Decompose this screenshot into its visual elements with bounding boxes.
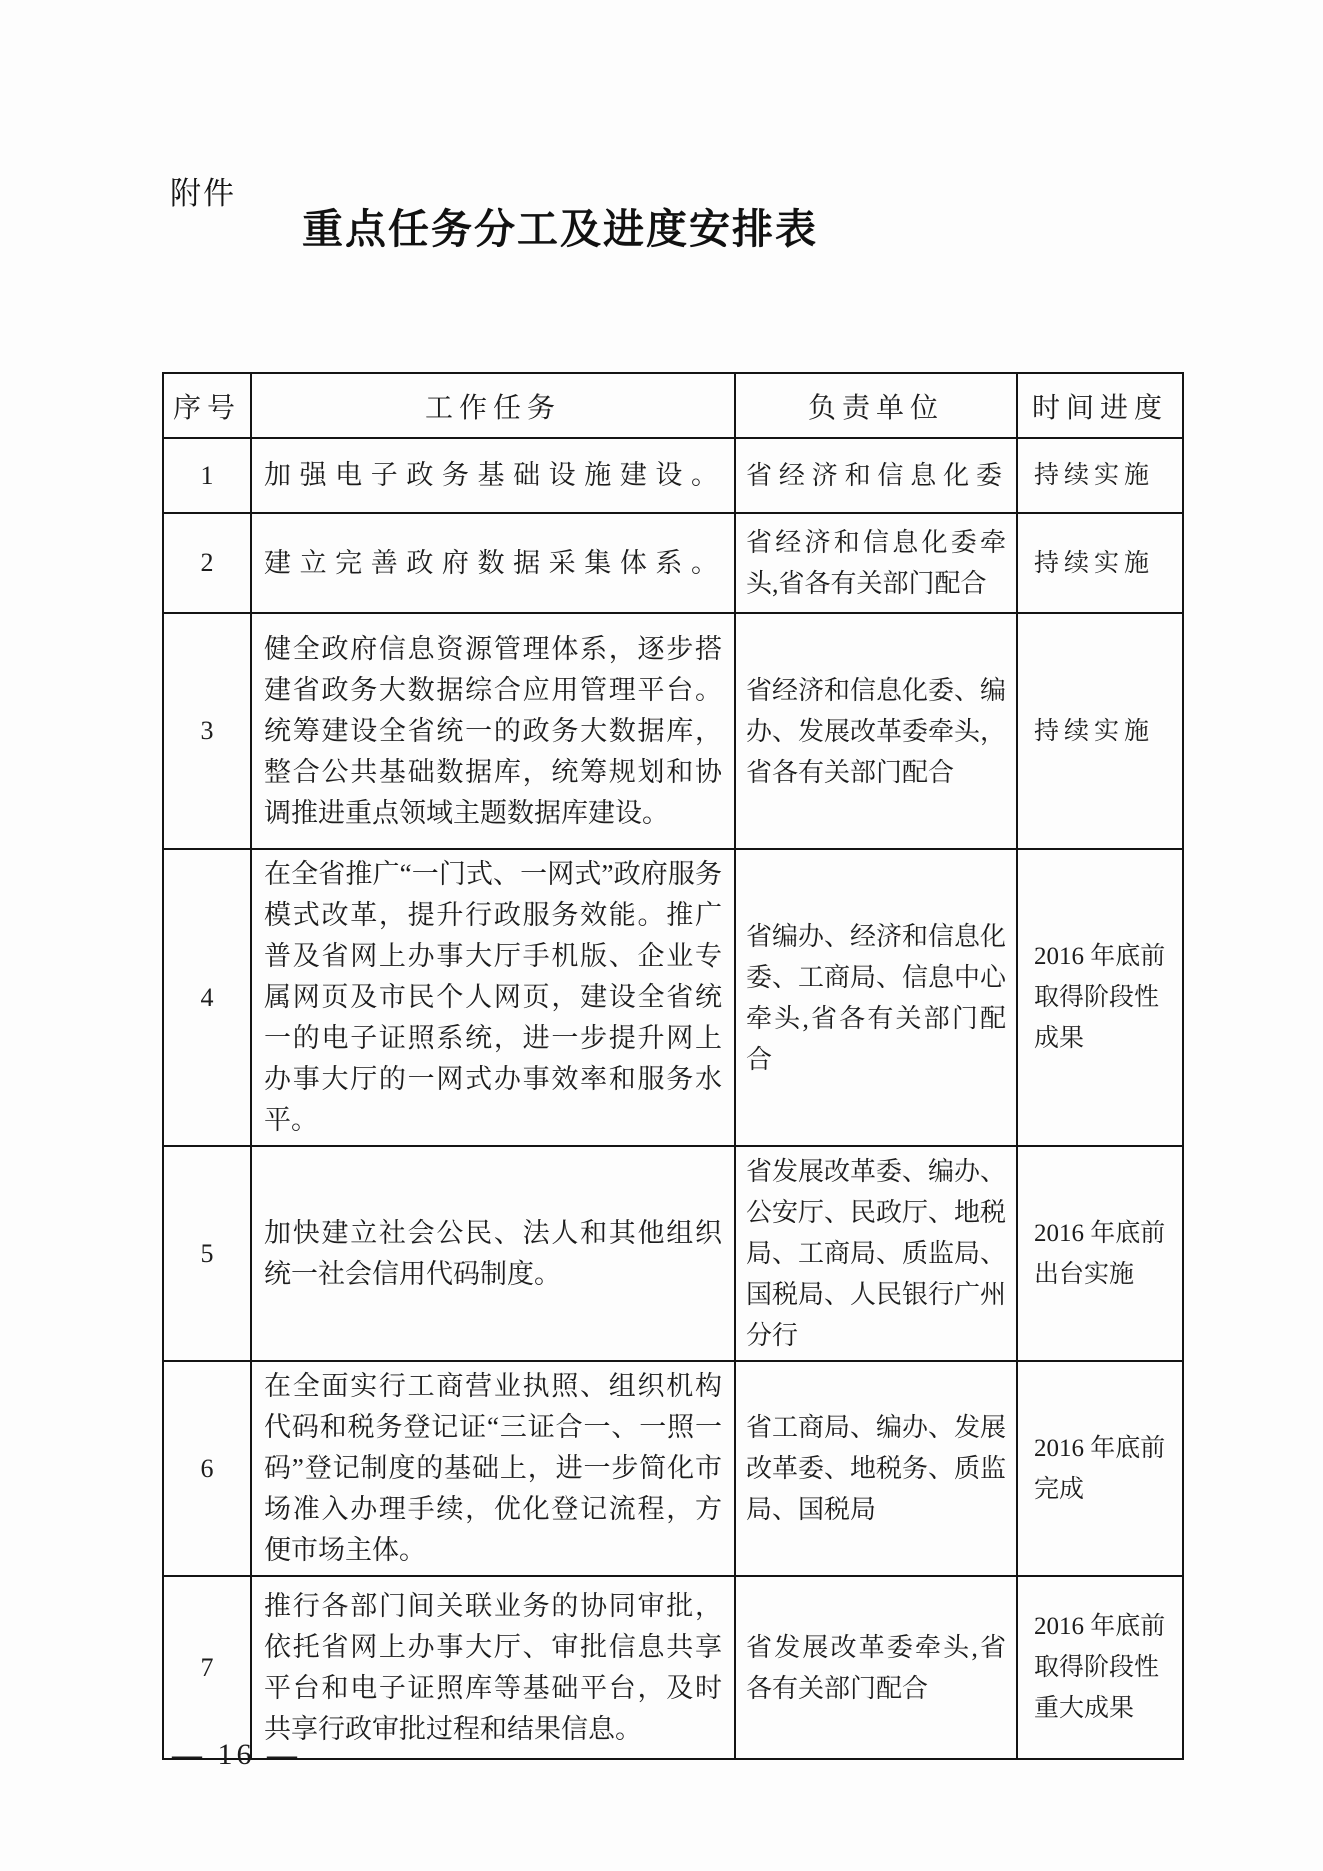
schedule-cell: 2016 年底前取得阶段性重大成果 xyxy=(1017,1576,1183,1759)
schedule-cell: 2016 年底前完成 xyxy=(1017,1361,1183,1576)
row-number-cell: 4 xyxy=(163,849,251,1146)
row-number-cell: 5 xyxy=(163,1146,251,1361)
task-cell: 在全省推广“一门式、一网式”政府服务模式改革，提升行政服务效能。推广普及省网上办事大厅手机版、企业专属网页及市民个人网页，建设全省统一的电子证照系统，进一步提升网上办事大厅的一网式办事效率和服务水平。 xyxy=(251,849,735,1146)
unit-cell: 省经济和信息化委、编办、发展改革委牵头，省各有关部门配合 xyxy=(735,613,1017,849)
unit-cell: 省发展改革委、编办、公安厅、民政厅、地税局、工商局、质监局、国税局、人民银行广州分行 xyxy=(735,1146,1017,1361)
row-number-cell: 7 xyxy=(163,1576,251,1759)
table-row xyxy=(163,1576,1183,1759)
unit-cell: 省发展改革委牵头,省各有关部门配合 xyxy=(735,1576,1017,1759)
task-cell: 在全面实行工商营业执照、组织机构代码和税务登记证“三证合一、一照一码”登记制度的基础上，进一步简化市场准入办理手续，优化登记流程，方便市场主体。 xyxy=(251,1361,735,1576)
table-row xyxy=(163,513,1183,613)
page-number: — 16 — xyxy=(172,1738,301,1771)
task-cell: 加快建立社会公民、法人和其他组织统一社会信用代码制度。 xyxy=(251,1146,735,1361)
table-header-row xyxy=(163,373,1183,438)
schedule-cell: 持续实施 xyxy=(1017,613,1183,849)
attachment-label: 附件 xyxy=(170,176,236,211)
row-number-cell: 1 xyxy=(163,438,251,513)
header-schedule: 时间进度 xyxy=(1017,373,1183,438)
task-schedule-table xyxy=(162,372,1184,1760)
schedule-cell: 持续实施 xyxy=(1017,438,1183,513)
header-task: 工作任务 xyxy=(251,373,735,438)
unit-cell: 省经济和信息化委牵头,省各有关部门配合 xyxy=(735,513,1017,613)
schedule-cell: 持续实施 xyxy=(1017,513,1183,613)
task-cell: 推行各部门间关联业务的协同审批，依托省网上办事大厅、审批信息共享平台和电子证照库等基础平台，及时共享行政审批过程和结果信息。 xyxy=(251,1576,735,1759)
table-row xyxy=(163,1361,1183,1576)
row-number-cell: 2 xyxy=(163,513,251,613)
unit-cell: 省经济和信息化委 xyxy=(735,438,1017,513)
task-cell: 健全政府信息资源管理体系，逐步搭建省政务大数据综合应用管理平台。统筹建设全省统一的政务大数据库，整合公共基础数据库，统筹规划和协调推进重点领域主题数据库建设。 xyxy=(251,613,735,849)
document-title: 重点任务分工及进度安排表 xyxy=(302,206,818,252)
table-row xyxy=(163,613,1183,849)
header-no: 序号 xyxy=(163,373,251,438)
row-number-cell: 6 xyxy=(163,1361,251,1576)
table-row xyxy=(163,849,1183,1146)
task-cell: 加强电子政务基础设施建设。 xyxy=(251,438,735,513)
unit-cell: 省编办、经济和信息化委、工商局、信息中心牵头,省各有关部门配合 xyxy=(735,849,1017,1146)
table-row xyxy=(163,1146,1183,1361)
schedule-cell: 2016 年底前取得阶段性成果 xyxy=(1017,849,1183,1146)
table-row xyxy=(163,438,1183,513)
task-cell: 建立完善政府数据采集体系。 xyxy=(251,513,735,613)
header-unit: 负责单位 xyxy=(735,373,1017,438)
row-number-cell: 3 xyxy=(163,613,251,849)
unit-cell: 省工商局、编办、发展改革委、地税务、质监局、国税局 xyxy=(735,1361,1017,1576)
schedule-cell: 2016 年底前出台实施 xyxy=(1017,1146,1183,1361)
